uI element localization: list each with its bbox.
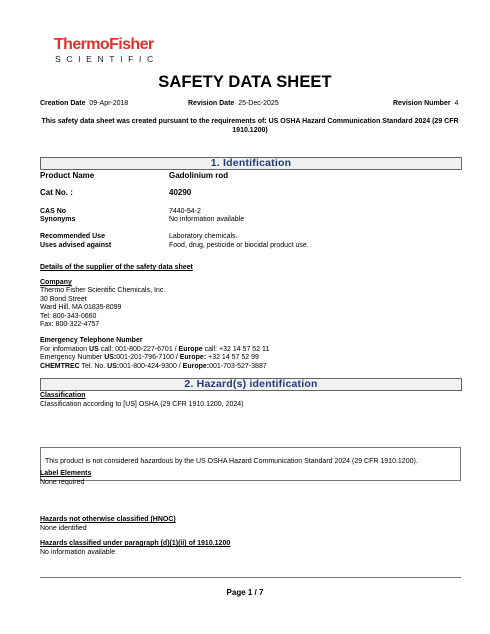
company-line: 30 Bond Street xyxy=(40,295,87,303)
product-name-label: Product Name xyxy=(40,171,95,180)
revision-number: Revision Number 4 xyxy=(393,100,459,107)
regulatory-note: This safety data sheet was created pursuant to the requirements of: US OSHA Hazard Communication Standard 2024 (29 CFR 1910.1200) xyxy=(41,118,459,134)
company-line: Fax: 800-322-4757 xyxy=(40,321,100,328)
brand-logo-wordmark: ThermoFisher xyxy=(54,36,154,53)
revision-date: Revision Date 25-Dec-2025 xyxy=(188,100,279,107)
synonyms-label: Synonyms xyxy=(40,216,76,223)
paragraph-text: No information available xyxy=(40,548,116,556)
section-1-header: 1. Identification xyxy=(40,157,462,170)
classification-text: Classification according to [US] OSHA (29 CFR 1910.1200, 2024) xyxy=(40,400,244,408)
brand-logo-subtitle: SCIENTIFIC xyxy=(55,54,159,64)
uses-against-label: Uses advised against xyxy=(40,242,112,249)
product-name-value: Gadolinium rod xyxy=(169,171,229,180)
hnoc-text: None identified xyxy=(40,524,87,532)
company-heading: Company xyxy=(40,279,72,286)
company-line: Tel: 800-343-0660 xyxy=(40,312,97,320)
paragraph-heading: Hazards classified under paragraph (d)(1)(ii) of 1910.1200 xyxy=(40,540,231,547)
emergency-number-line: Emergency Number US:001-201-796-7100 / Europe: +32 14 57 52 99 xyxy=(40,354,259,361)
section-2-header: 2. Hazard(s) identification xyxy=(40,378,462,391)
label-elements-text: None required xyxy=(40,478,85,486)
recommended-use-value: Laboratory chemicals. xyxy=(169,233,238,240)
label-elements-heading: Label Elements xyxy=(40,470,92,477)
recommended-use-label: Recommended Use xyxy=(40,233,105,240)
creation-date: Creation Date 09-Apr-2018 xyxy=(40,100,129,107)
footer-divider xyxy=(40,577,461,578)
cat-no-label: Cat No. : xyxy=(40,188,73,197)
emergency-heading: Emergency Telephone Number xyxy=(40,337,143,344)
hazard-statement-text: This product is not considered hazardous by the US OSHA Hazard Communication Standard 2024 (29 CFR 1910.1200). xyxy=(45,458,418,465)
supplier-heading: Details of the supplier of the safety data sheet xyxy=(40,264,193,271)
chemtrec-line: CHEMTREC Tel. No. US:001-800-424-9300 / Europe:001-703-527-3887 xyxy=(40,362,267,370)
emergency-info-line: For information US call: 001-800-227-6701 / Europe call: +32 14 57 52 11 xyxy=(40,345,270,353)
cat-no-value: 40290 xyxy=(169,188,192,197)
hazard-statement-box xyxy=(40,447,461,481)
page-number: Page 1 / 7 xyxy=(226,588,264,597)
document-title: SAFETY DATA SHEET xyxy=(158,73,332,91)
company-line: Ward Hill, MA 01835-8099 xyxy=(40,304,122,311)
classification-heading: Classification xyxy=(40,392,86,399)
synonyms-value: No information available xyxy=(169,216,245,223)
cas-label: CAS No xyxy=(40,208,67,215)
company-line: Thermo Fisher Scientific Chemicals, Inc. xyxy=(40,287,166,294)
uses-against-value: Food, drug, pesticide or biocidal product use. xyxy=(169,242,309,249)
hnoc-heading: Hazards not otherwise classified (HNOC) xyxy=(40,516,176,523)
cas-value: 7440-54-2 xyxy=(169,208,201,215)
